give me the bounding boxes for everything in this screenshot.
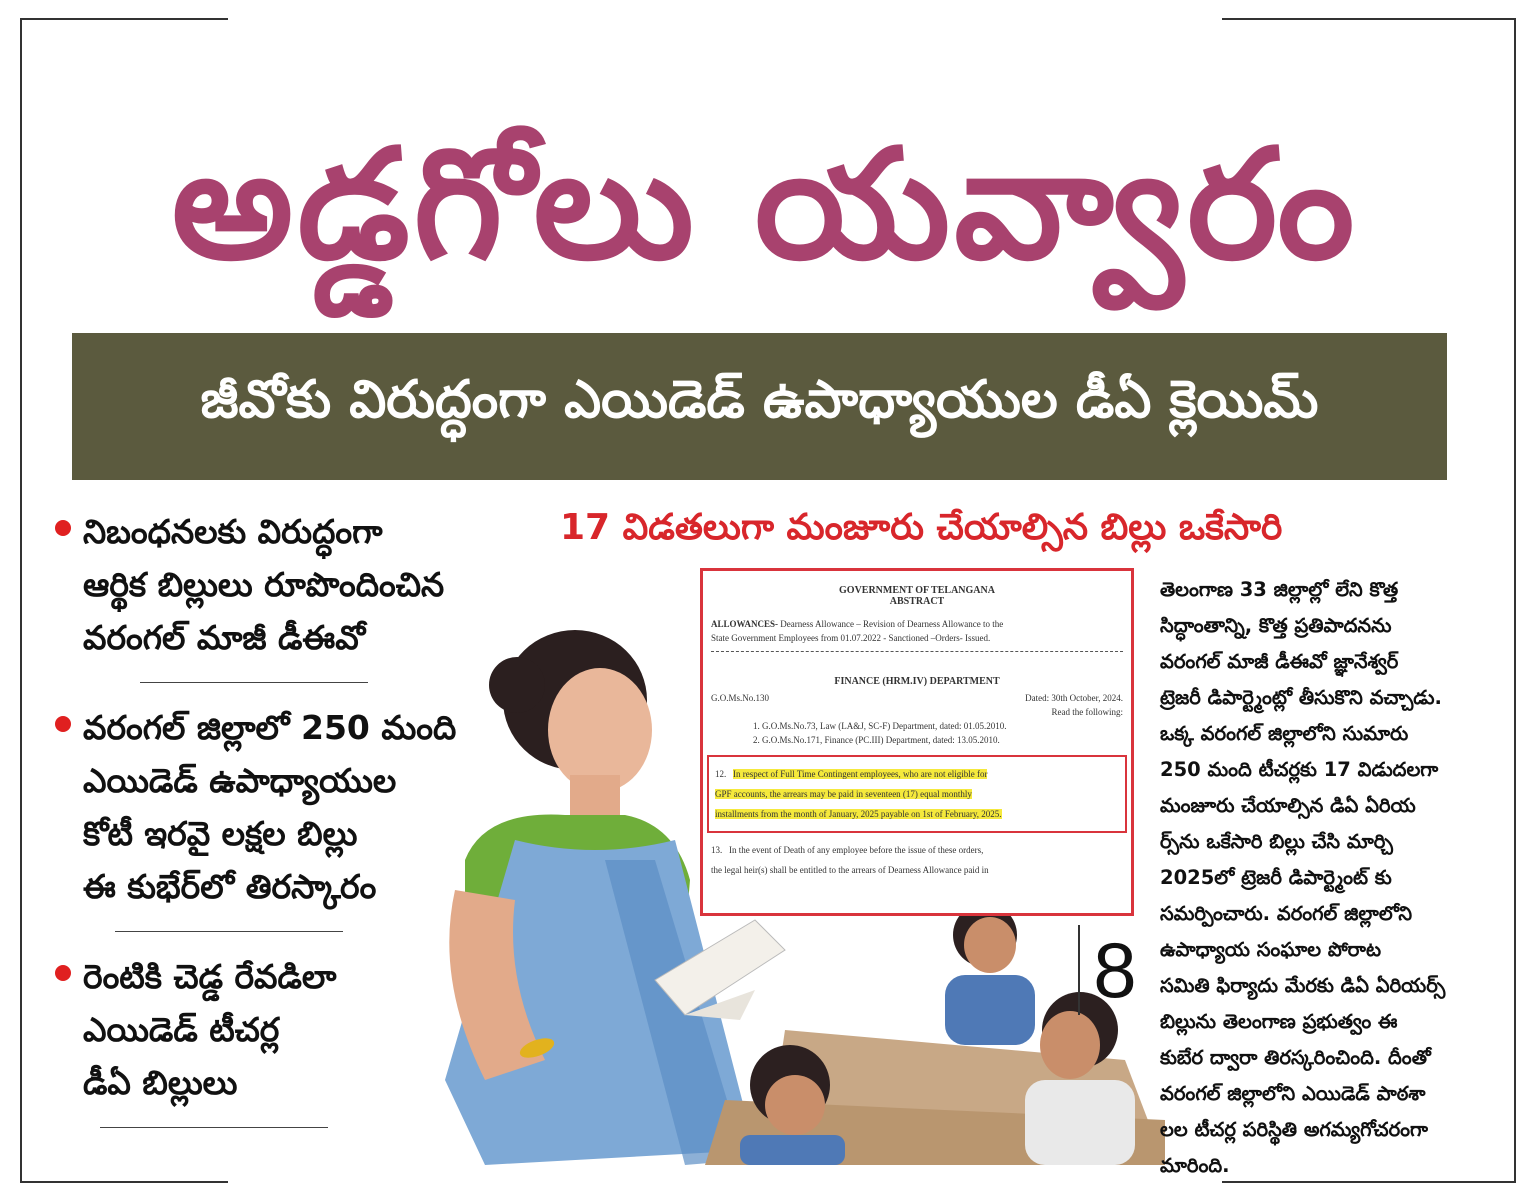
doc-highlighted-paragraph [707, 755, 1127, 833]
doc-para13-line-2: the legal heir(s) shall be entitled to the arrears of Dearness Allowance paid in [711, 865, 989, 875]
body-line: సమితి ఫిర్యాదు మేరకు డిఏ ఏరియర్స్ [1160, 974, 1446, 997]
bullet-line: కోటీ ఇరవై లక్షల బిల్లు [83, 814, 358, 853]
body-line: ట్రెజరీ డిపార్ట్మెంట్లో తీసుకొని వచ్చాడు. [1160, 686, 1442, 709]
bullet-separator [140, 682, 368, 683]
doc-para13-row [703, 843, 1131, 857]
body-line: బిల్లును తెలంగాణ ప్రభుత్వం ఈ [1160, 1010, 1398, 1033]
body-line: మంజూరు చేయాల్సిన డిఏ ఏరియ [1160, 794, 1416, 817]
bullet-dot-icon [55, 520, 71, 536]
bullet-dot-icon [55, 716, 71, 732]
body-line: ఉపాధ్యాయ సంఘాల పోరాట [1160, 938, 1381, 961]
doc-para12-line-3: installments from the month of January, 2025 payable on 1st of February, 2025. [715, 809, 1002, 819]
doc-allowances-row [703, 617, 1131, 631]
doc-government-title: GOVERNMENT OF TELANGANA [839, 585, 995, 596]
body-line: వరంగల్ జిల్లాలోని ఎయిడెడ్ పాఠశా [1160, 1082, 1426, 1105]
doc-para12-line-1: In respect of Full Time Contingent employees, who are not eligible for [733, 769, 988, 779]
body-line: ర్స్‌ను ఒకేసారి బిల్లు చేసి మార్చి [1160, 830, 1393, 853]
bullet-line: ఆర్థిక బిల్లులు రూపొందించిన [83, 565, 445, 604]
banner [72, 333, 1447, 480]
bullet-line: వరంగల్ మాజీ డీఈవో [83, 618, 366, 657]
frame-bottom-left-line [20, 1181, 228, 1183]
frame-top-right-line [1222, 18, 1516, 20]
government-order-document [700, 568, 1134, 916]
doc-abstract-title: ABSTRACT [889, 596, 945, 607]
page-number: 8 [1078, 925, 1150, 1015]
doc-allowances-text: Dearness Allowance – Revision of Dearness Allowance to the [780, 619, 1004, 629]
doc-go-number: G.O.Ms.No.130 [711, 693, 770, 703]
body-line: 250 మంది టీచర్లకు 17 విడుదలగా [1160, 758, 1439, 781]
doc-go-row [703, 691, 1131, 705]
doc-dated: Dated: 30th October, 2024. [1025, 693, 1123, 703]
body-line: లల టీచర్ల పరిస్థితి అగమ్యగోచరంగా [1160, 1118, 1428, 1141]
doc-para13-line-1: In the event of Death of any employee before the issue of these orders, [729, 845, 984, 855]
bullet-line: ఎయిడెడ్ టీచర్ల [83, 1010, 280, 1049]
body-line: మారింది. [1160, 1154, 1230, 1177]
body-line: వరంగల్ మాజీ డీఈవో జ్ఞానేశ్వర్ [1160, 650, 1399, 673]
doc-para12-number: 12. [715, 769, 727, 779]
bullet-line: రెంటికి చెడ్డ రేవడిలా [83, 957, 337, 996]
doc-allowances-label: ALLOWANCES- [711, 619, 779, 629]
bullet-separator [115, 931, 343, 932]
bullet-separator [100, 1127, 328, 1128]
body-line: సిద్ధాంతాన్ని, కొత్త ప్రతిపాదనను [1160, 614, 1392, 637]
frame-right-line [1514, 18, 1516, 1183]
body-line: కుబేర ద్వారా తిరస్కరించింది. దీంతో [1160, 1046, 1431, 1069]
body-line: ఒక్క వరంగల్ జిల్లాలోని సుమారు [1160, 722, 1409, 745]
doc-ref-2: 2. G.O.Ms.No.171, Finance (PC.III) Department, dated: 13.05.2010. [753, 735, 1000, 745]
article-body [1160, 572, 1510, 1184]
bullet-line: ఎయిడెడ్ ఉపాధ్యాయుల [83, 761, 397, 800]
doc-para12-line-2: GPF accounts, the arrears may be paid in seventeen (17) equal monthly [715, 789, 972, 799]
subheadline: 17 విడతలుగా మంజూరు చేయాల్సిన బిల్లు ఒకేసారి [560, 507, 1283, 548]
bullet-line: వరంగల్ జిల్లాలో 250 మంది [83, 708, 457, 747]
doc-department: FINANCE (HRM.IV) DEPARTMENT [834, 676, 1000, 687]
bullet-line: డీఏ బిల్లులు [83, 1063, 238, 1102]
doc-para13-number: 13. [711, 845, 723, 855]
body-line: సమర్పించారు. వరంగల్ జిల్లాలోని [1160, 902, 1413, 925]
doc-divider [711, 651, 1123, 652]
bullet-line: ఈ కుభేర్‌లో తిరస్కారం [83, 867, 377, 906]
doc-ref-1: 1. G.O.Ms.No.73, Law (LA&J, SC-F) Department, dated: 01.05.2010. [753, 721, 1007, 731]
bullet-dot-icon [55, 965, 71, 981]
frame-top-left-line [20, 18, 228, 20]
body-line: తెలంగాణ 33 జిల్లాల్లో లేని కొత్త [1160, 578, 1399, 601]
frame-left-line [20, 18, 22, 1183]
body-line: 2025లో ట్రెజరీ డిపార్ట్మెంట్ కు [1160, 866, 1392, 889]
doc-allowances-text-2: State Government Employees from 01.07.2022 - Sanctioned –Orders- Issued. [711, 633, 991, 643]
doc-read: Read the following: [1051, 707, 1123, 717]
banner-text: జీవోకు విరుద్ధంగా ఎయిడెడ్ ఉపాధ్యాయుల డీఏ క్లెయిమ్ [200, 370, 1319, 430]
headline: అడ్డగోలు యవ్వారం [171, 116, 1359, 293]
bullet-line: నిబంధనలకు విరుద్ధంగా [83, 512, 383, 551]
